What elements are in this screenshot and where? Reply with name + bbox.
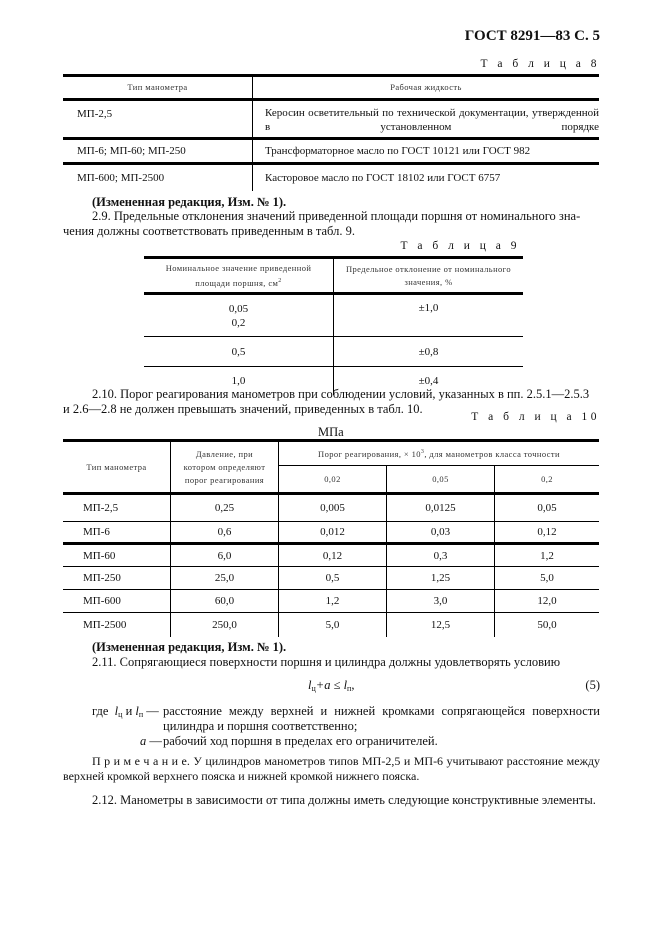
- table10-cell: 1,2: [279, 590, 387, 613]
- symbol-l: l: [343, 678, 348, 692]
- table9-cell-dev: ±1,0: [418, 302, 439, 314]
- table10-cell: 0,0125: [387, 494, 495, 522]
- table10-cell: 3,0: [387, 590, 495, 613]
- table10-cell: 1,2: [540, 549, 554, 562]
- table8-cell: [253, 100, 600, 139]
- note-line2: верхней кромкой верхнего пояска и нижней кромкой нижнего пояска.: [63, 769, 420, 783]
- paragraph-2-12: 2.12. Манометры в зависимости от типа должны иметь следующие конструктивные элементы.: [92, 793, 596, 807]
- table-row: [63, 567, 599, 590]
- paragraph-2-10-line2: и 2.6—2.8 не должен превышать значений, приведенных в табл. 10.: [63, 402, 423, 416]
- paragraph-2-10-line1: 2.10. Порог реагирования манометров при соблюдении условий, указанных в пп. 2.5.1—2.5.3: [92, 387, 590, 401]
- table10-cell: 0,5: [279, 567, 387, 590]
- symbol-l: l: [135, 704, 139, 718]
- table10-cell: 6,0: [171, 544, 279, 567]
- formula-5: [308, 678, 354, 696]
- header-line: Давление, при: [195, 448, 254, 459]
- table-row: [63, 494, 599, 522]
- table10-cell: 0,05: [537, 502, 557, 514]
- table9-cell-dev: ±0,4: [418, 374, 439, 387]
- amendment-note: (Измененная редакция, Изм. № 1).: [92, 640, 287, 654]
- table10-cell: 0,12: [279, 544, 387, 567]
- table10-cell: МП-250: [63, 567, 171, 590]
- paragraph-2-11: 2.11. Сопрягающиеся поверхности поршня и цилиндра должны удовлетворять условию: [92, 655, 561, 669]
- table9-header-dev-l1: Предельное отклонение от номинального: [345, 263, 512, 274]
- table8-cell: Трансформаторное масло по ГОСТ 10121 или ГОСТ 982: [265, 145, 531, 157]
- table10-header-pressure: [171, 441, 279, 494]
- header-text: Порог реагирования, × 10: [318, 448, 421, 459]
- table10-cell: 250,0: [171, 613, 279, 637]
- table9-header-deviation: [334, 258, 524, 294]
- table9-cell-area: 1,0: [144, 367, 334, 395]
- symbol-l: l: [308, 678, 312, 692]
- table10-caption: Т а б л и ц а 10: [471, 411, 600, 423]
- table10-cell: МП-600: [63, 590, 171, 613]
- amendment-note: (Измененная редакция, Изм. № 1).: [92, 195, 287, 209]
- table10-cell: 12,5: [387, 613, 495, 637]
- definition-2-text: рабочий ход поршня в пределах его ограничителей.: [163, 734, 438, 748]
- table10-unit: МПа: [318, 425, 344, 439]
- table10-cell: 5,0: [540, 572, 554, 584]
- header-line: порог реагирования: [184, 474, 265, 485]
- table9-cell-dev: ±0,8: [418, 345, 439, 358]
- table10-cell: МП-2500: [63, 613, 171, 637]
- table10-cell: 60,0: [171, 590, 279, 613]
- table10-cell: 50,0: [537, 618, 557, 631]
- table9-header-area-l2: площади поршня, см: [195, 277, 279, 288]
- header-text: , для манометров класса точности: [424, 448, 560, 459]
- formula-end: ,: [351, 678, 355, 692]
- table10-cell: МП-6: [63, 522, 171, 544]
- superscript: 3: [420, 449, 425, 456]
- table9-header-area: [144, 258, 334, 294]
- area-value: 0,05: [228, 303, 249, 315]
- symbol-l: l: [114, 704, 119, 718]
- note-text: У цилиндров манометров типов МП-2,5 и МП-6 учитывают расстояние между: [189, 754, 600, 768]
- table10-cell: 0,012: [279, 522, 387, 544]
- table9-header-dev-l2: значения, %: [404, 276, 453, 287]
- note-line1: [92, 754, 600, 769]
- table8-cell: МП-2,5: [63, 100, 253, 139]
- table8-cell: МП-600; МП-2500: [63, 164, 253, 191]
- superscript: 2: [278, 277, 282, 284]
- formula-middle: +a ≤: [315, 678, 344, 692]
- page-header: ГОСТ 8291—83 С. 5: [464, 28, 600, 44]
- table8-cell: МП-6; МП-60; МП-250: [63, 139, 253, 164]
- table-8: [63, 74, 599, 191]
- dash: —: [146, 704, 159, 718]
- table9-caption: Т а б л и ц а 9: [400, 240, 520, 252]
- table10-cell: 25,0: [171, 567, 279, 590]
- table9-cell-area: 0,5: [144, 337, 334, 367]
- header-line: котором определяют: [183, 461, 266, 472]
- paragraph-2-9-line2: чения должны соответствовать приведенным в табл. 9.: [63, 224, 355, 238]
- where-and: и: [125, 704, 133, 718]
- table-row: [63, 613, 599, 637]
- formula-number: (5): [585, 678, 600, 692]
- table-row: [63, 544, 599, 567]
- table10-cell: МП-60: [63, 544, 171, 567]
- table10-cell: 1,25: [387, 567, 495, 590]
- table-row: [63, 522, 599, 544]
- table-9: [144, 256, 523, 395]
- paragraph-2-9-line1: 2.9. Предельные отклонения значений приведенной площади поршня от номинального зна-: [92, 209, 581, 223]
- table10-cell: 5,0: [279, 613, 387, 637]
- table10-cell: 0,3: [387, 544, 495, 567]
- subscript-p: п: [347, 684, 352, 693]
- area-value: 0,2: [231, 317, 246, 329]
- table10-cell: 0,12: [537, 526, 557, 538]
- where-clause: [92, 704, 159, 722]
- table10-header-threshold: [279, 441, 600, 466]
- definition-2: [140, 734, 162, 749]
- table10-class-header: 0,02: [279, 466, 387, 494]
- table10-cell: 0,6: [171, 522, 279, 544]
- table9-cell-area: [144, 294, 334, 337]
- symbol-a: a: [140, 734, 147, 748]
- dash: —: [149, 734, 162, 748]
- table8-caption: Т а б л и ц а 8: [480, 58, 600, 70]
- note-label: П р и м е ч а н и е.: [92, 754, 190, 768]
- table10-cell: 12,0: [537, 595, 557, 607]
- subscript-p: п: [138, 710, 144, 719]
- table10-class-header: 0,05: [387, 466, 495, 494]
- table9-header-area-l1: Номинальное значение приведенной: [165, 262, 312, 273]
- table10-cell: 0,005: [279, 494, 387, 522]
- table10-class-header: 0,2: [495, 466, 600, 494]
- table8-fluid-text: Керосин осветительный по технической документации, утвержденной в установленном порядке: [265, 107, 599, 133]
- subscript-c: ц: [311, 684, 316, 693]
- table10-cell: МП-2,5: [63, 494, 171, 522]
- table-10: [63, 439, 599, 637]
- definition-1-line2: цилиндра и поршня соответственно;: [163, 719, 358, 733]
- subscript-c: ц: [118, 710, 123, 719]
- table10-header-type: Тип манометра: [63, 441, 171, 494]
- where-prefix: где: [92, 704, 109, 718]
- table8-header-type: Тип манометра: [63, 76, 253, 100]
- definition-1-line1: расстояние между верхней и нижней кромками сопрягающейся поверхности: [163, 704, 600, 718]
- table-row: [63, 590, 599, 613]
- table10-cell: 0,25: [171, 494, 279, 522]
- table8-header-fluid: Рабочая жидкость: [390, 82, 462, 92]
- table10-cell: 0,03: [387, 522, 495, 544]
- table8-cell: Касторовое масло по ГОСТ 18102 или ГОСТ 6757: [265, 171, 501, 184]
